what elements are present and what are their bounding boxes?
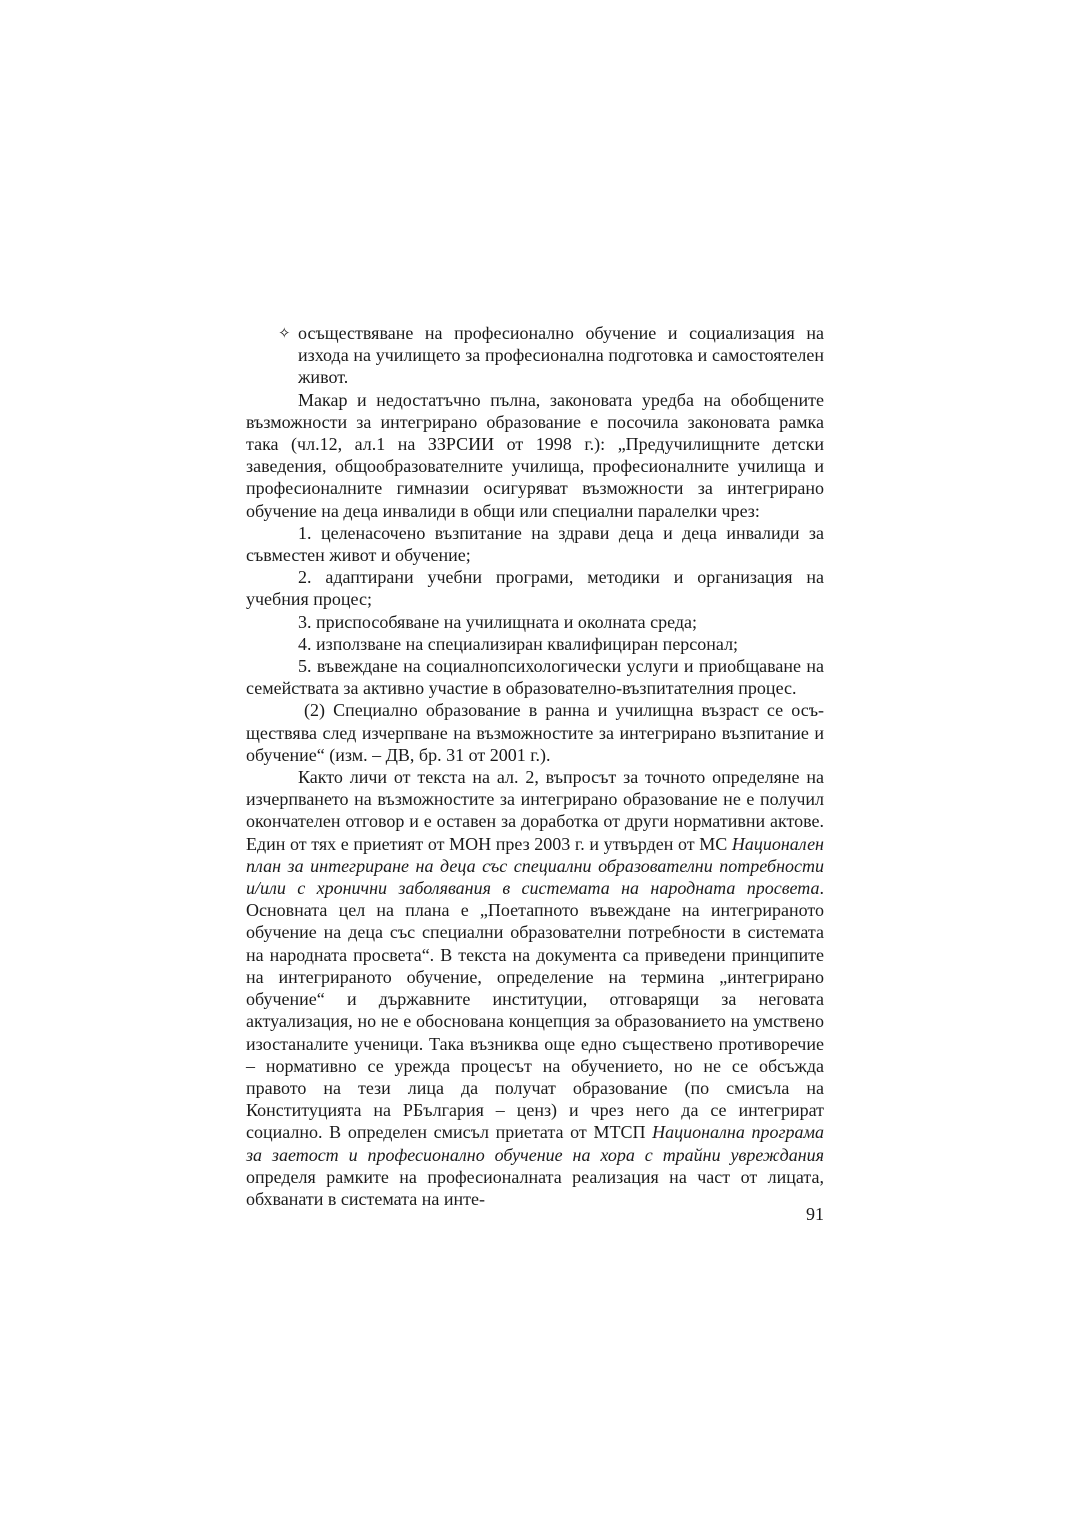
list-item: 2. адаптирани учебни програми, методики и организация на учебния процес; xyxy=(246,567,824,610)
paragraph-legal-framework: Макар и недостатъчно пълна, законовата уредба на обобщените възможности за интегрирано образование е посочила законовата рамка така (чл.12, ал.1 на ЗЗРСИИ от 1998 г.): „Предучилищните детски заведения, общообразователните училища, професионалните училища и професионалните гимназии осигуряват възможности за интегрирано обучение на деца инвалиди в общи или специални паралелки чрез: xyxy=(246,389,824,521)
page-number: 91 xyxy=(806,1204,824,1224)
page-body xyxy=(246,322,824,1210)
bullet-text: осъществяване на професионално обучение и социализация на изхода на училището за професионална подготовка и самостоятелен живот. xyxy=(298,323,824,388)
list-item: 3. приспособяване на училищната и околната среда; xyxy=(298,611,698,632)
national-plan-title: Национален план за интегриране на деца със специални образователни потребности и/или с хронични заболявания в системата на народната просвета xyxy=(246,833,824,899)
paragraph-analysis xyxy=(246,766,824,1210)
list-item: 1. целенасочено възпитание на здрави деца и деца инвалиди за съвместен живот и обучение; xyxy=(246,522,824,566)
analysis-text: определя рамките на професионалната реализация на част от лицата, обхванати в системата на инте- xyxy=(246,1166,824,1209)
list-item: 5. въвеждане на социалнопсихологически услуги и приобщаване на семействата за активно участие в образователно-възпитателния процес. xyxy=(246,656,824,699)
four-pointed-star-icon: ✧ xyxy=(278,324,291,342)
analysis-text: Както личи от текста на ал. 2, въпросът за точното определяне на изчерпването на възможностите за интегрирано образование не е получил окончателен отговор и е оставен за доработка от други нормативни актове. Един от тях е приетият от МОН през 2003 г. и утвърден от МС xyxy=(246,767,824,854)
bullet-item xyxy=(246,322,824,389)
paragraph-special-education: (2) Специално образование в ранна и училищна възраст се осъществява след изчерпване на възможностите за интегрирано възпитание и обучение“ (изм. – ДВ, бр. 31 от 2001 г.). xyxy=(246,700,824,765)
national-program-title: Национална програма за заетост и професионално обучение на хора с трайни увреждания xyxy=(246,1122,824,1165)
list-item: 4. използване на специализиран квалифициран персонал; xyxy=(298,633,739,654)
analysis-text: . Основната цел на плана е „Поетапното въвеждане на интегрираното обучение на деца със специални образователни потребности в системата на народната просвета“. В текста на документа са приведени принципите на интегрираното обучение, определение на термина „интегрирано обучение“ и държавните институции, отговарящи за неговата актуализация, но не е обоснована концепция за образованието на умствено изостаналите ученици. Така възниква още едно съществено противоречие – нормативно се урежда процесът на обучението, но не се обсъжда правото на тези лица да получат образование (по смисъла на Конституцията на РБългария – ценз) и чрез него да се интегрират социално. В определен смисъл приетата от МТСП xyxy=(246,878,824,1143)
